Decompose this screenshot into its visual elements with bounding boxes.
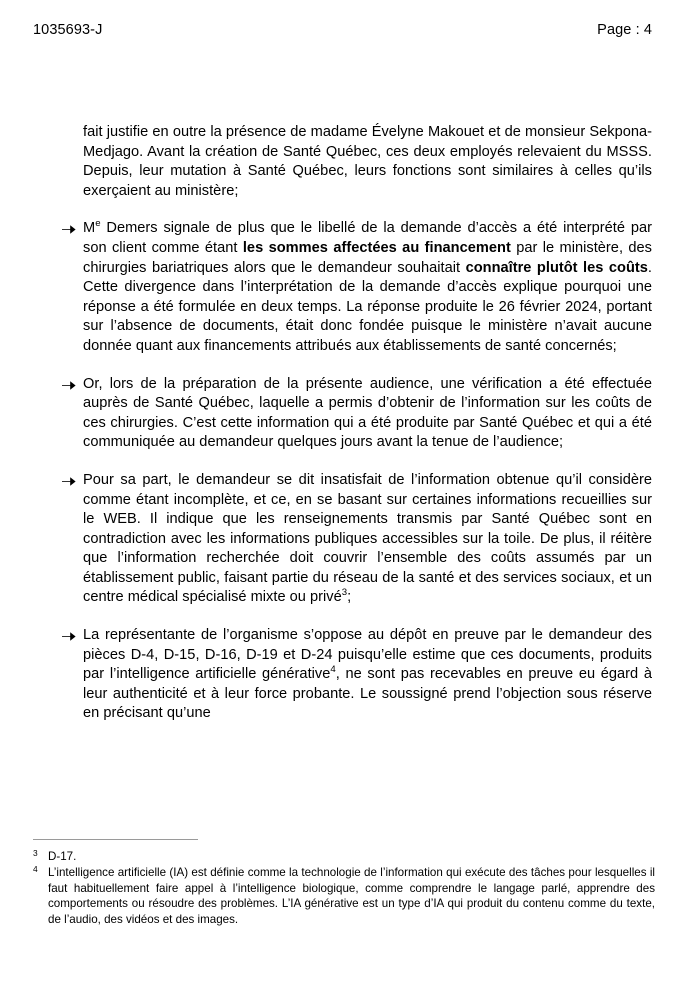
- body-paragraph: [83, 123, 652, 201]
- footnote-text: L’intelligence artificielle (IA) est définie comme la technologie de l’information qui exécute des tâches pour lesquelles il faut habituellement faire appel à l’intelligence biologique, comme comprendre le langage parlé, apprendre des comportements ou résoudre des problèmes. L’IA générative est un type d’IA qui produit du contenu comme du texte, de l’audio, des vidéos et des images.: [48, 866, 655, 926]
- footnote-text: D-17.: [48, 850, 77, 863]
- footnote-section: [33, 839, 655, 928]
- arrow-right-icon: [62, 219, 78, 239]
- footnote-separator: [33, 839, 198, 840]
- text-run: M: [83, 220, 96, 237]
- text-run: Pour sa part, le demandeur se dit insatisfait de l’information obtenue qu’il considère comme étant incomplète, et ce, en se basant sur certaines informations recueillies sur le WEB. Il indique que les renseignements transmis par Santé Québec sont en contradiction avec les informations publiques accessibles sur la toile. De plus, il réitère que l’information recherchée doit couvrir l’ensemble des coûts assumés par un établissement public, faisant partie du réseau de la santé et des services sociaux, et un centre médical spécialisé mixte ou privé: [83, 471, 652, 606]
- body-bullet-paragraph: [83, 471, 652, 608]
- arrow-right-icon: [62, 375, 78, 395]
- superscript-marker: 3: [341, 587, 348, 599]
- text-run: Or, lors de la préparation de la présente audience, une vérification a été effectuée auprès de Santé Québec, laquelle a permis d’obtenir de l’information sur les coûts de ces chirurgies. C’est cette information qui a été produite par Santé Québec et qui a été communiquée au demandeur quelques jours avant la tenue de l’audience;: [83, 375, 652, 451]
- footnote-marker: 4: [33, 864, 38, 875]
- footnote-item: [33, 849, 655, 864]
- footnote-item: [33, 865, 655, 927]
- text-run: fait justifie en outre la présence de madame Évelyne Makouet et de monsieur Sekpona-Medjago. Avant la création de Santé Québec, ces deux employés relevaient du MSSS. Depuis, leur mutation à Santé Québec, leurs fonctions sont similaires à celles qu’ils exerçaient au ministère;: [83, 124, 652, 199]
- text-run: par le ministère, des chirurgies bariatriques alors que le demandeur souhaitait: [83, 239, 652, 276]
- superscript-marker: e: [95, 218, 101, 230]
- body-bullet-paragraph: [83, 626, 652, 724]
- emphasis-text: connaître plutôt les coûts: [465, 259, 648, 276]
- arrow-right-icon: [62, 626, 78, 646]
- text-run: , ne sont pas recevables en preuve eu égard à leur authenticité et à leur force probante. Le soussigné prend l’objection sous réserve en précisant qu’une: [83, 666, 653, 722]
- document-body: [83, 123, 652, 724]
- text-run: Demers signale de plus que le libellé de la demande d’accès a été interprété par son client comme étant: [83, 220, 652, 256]
- superscript-marker: 4: [330, 664, 336, 676]
- body-bullet-paragraph: [83, 375, 652, 453]
- page-header: [33, 21, 652, 39]
- footnote-marker: 3: [33, 848, 38, 858]
- arrow-right-icon: [62, 471, 78, 491]
- emphasis-text: les sommes affectées au financement: [242, 239, 511, 256]
- text-run: ;: [347, 589, 352, 606]
- text-run: . Cette divergence dans l’interprétation de la demande d’accès explique pourquoi une réponse a été formulée en deux temps. La réponse produite le 26 février 2024, portant sur l’absence de documents, était donc fondée puisque le ministère n’avait aucune donnée quant aux financements attribués aux établissements de santé concernés;: [83, 259, 652, 354]
- document-number: 1035693-J: [33, 22, 103, 38]
- body-bullet-paragraph: [83, 219, 652, 356]
- text-run: La représentante de l’organisme s’oppose au dépôt en preuve par le demandeur des pièces D-4, D-15, D-16, D-19 et D-24 puisqu’elle estime que ces documents, produits par l’intelligence artificielle générative: [83, 627, 652, 683]
- page-number: Page : 4: [597, 22, 652, 38]
